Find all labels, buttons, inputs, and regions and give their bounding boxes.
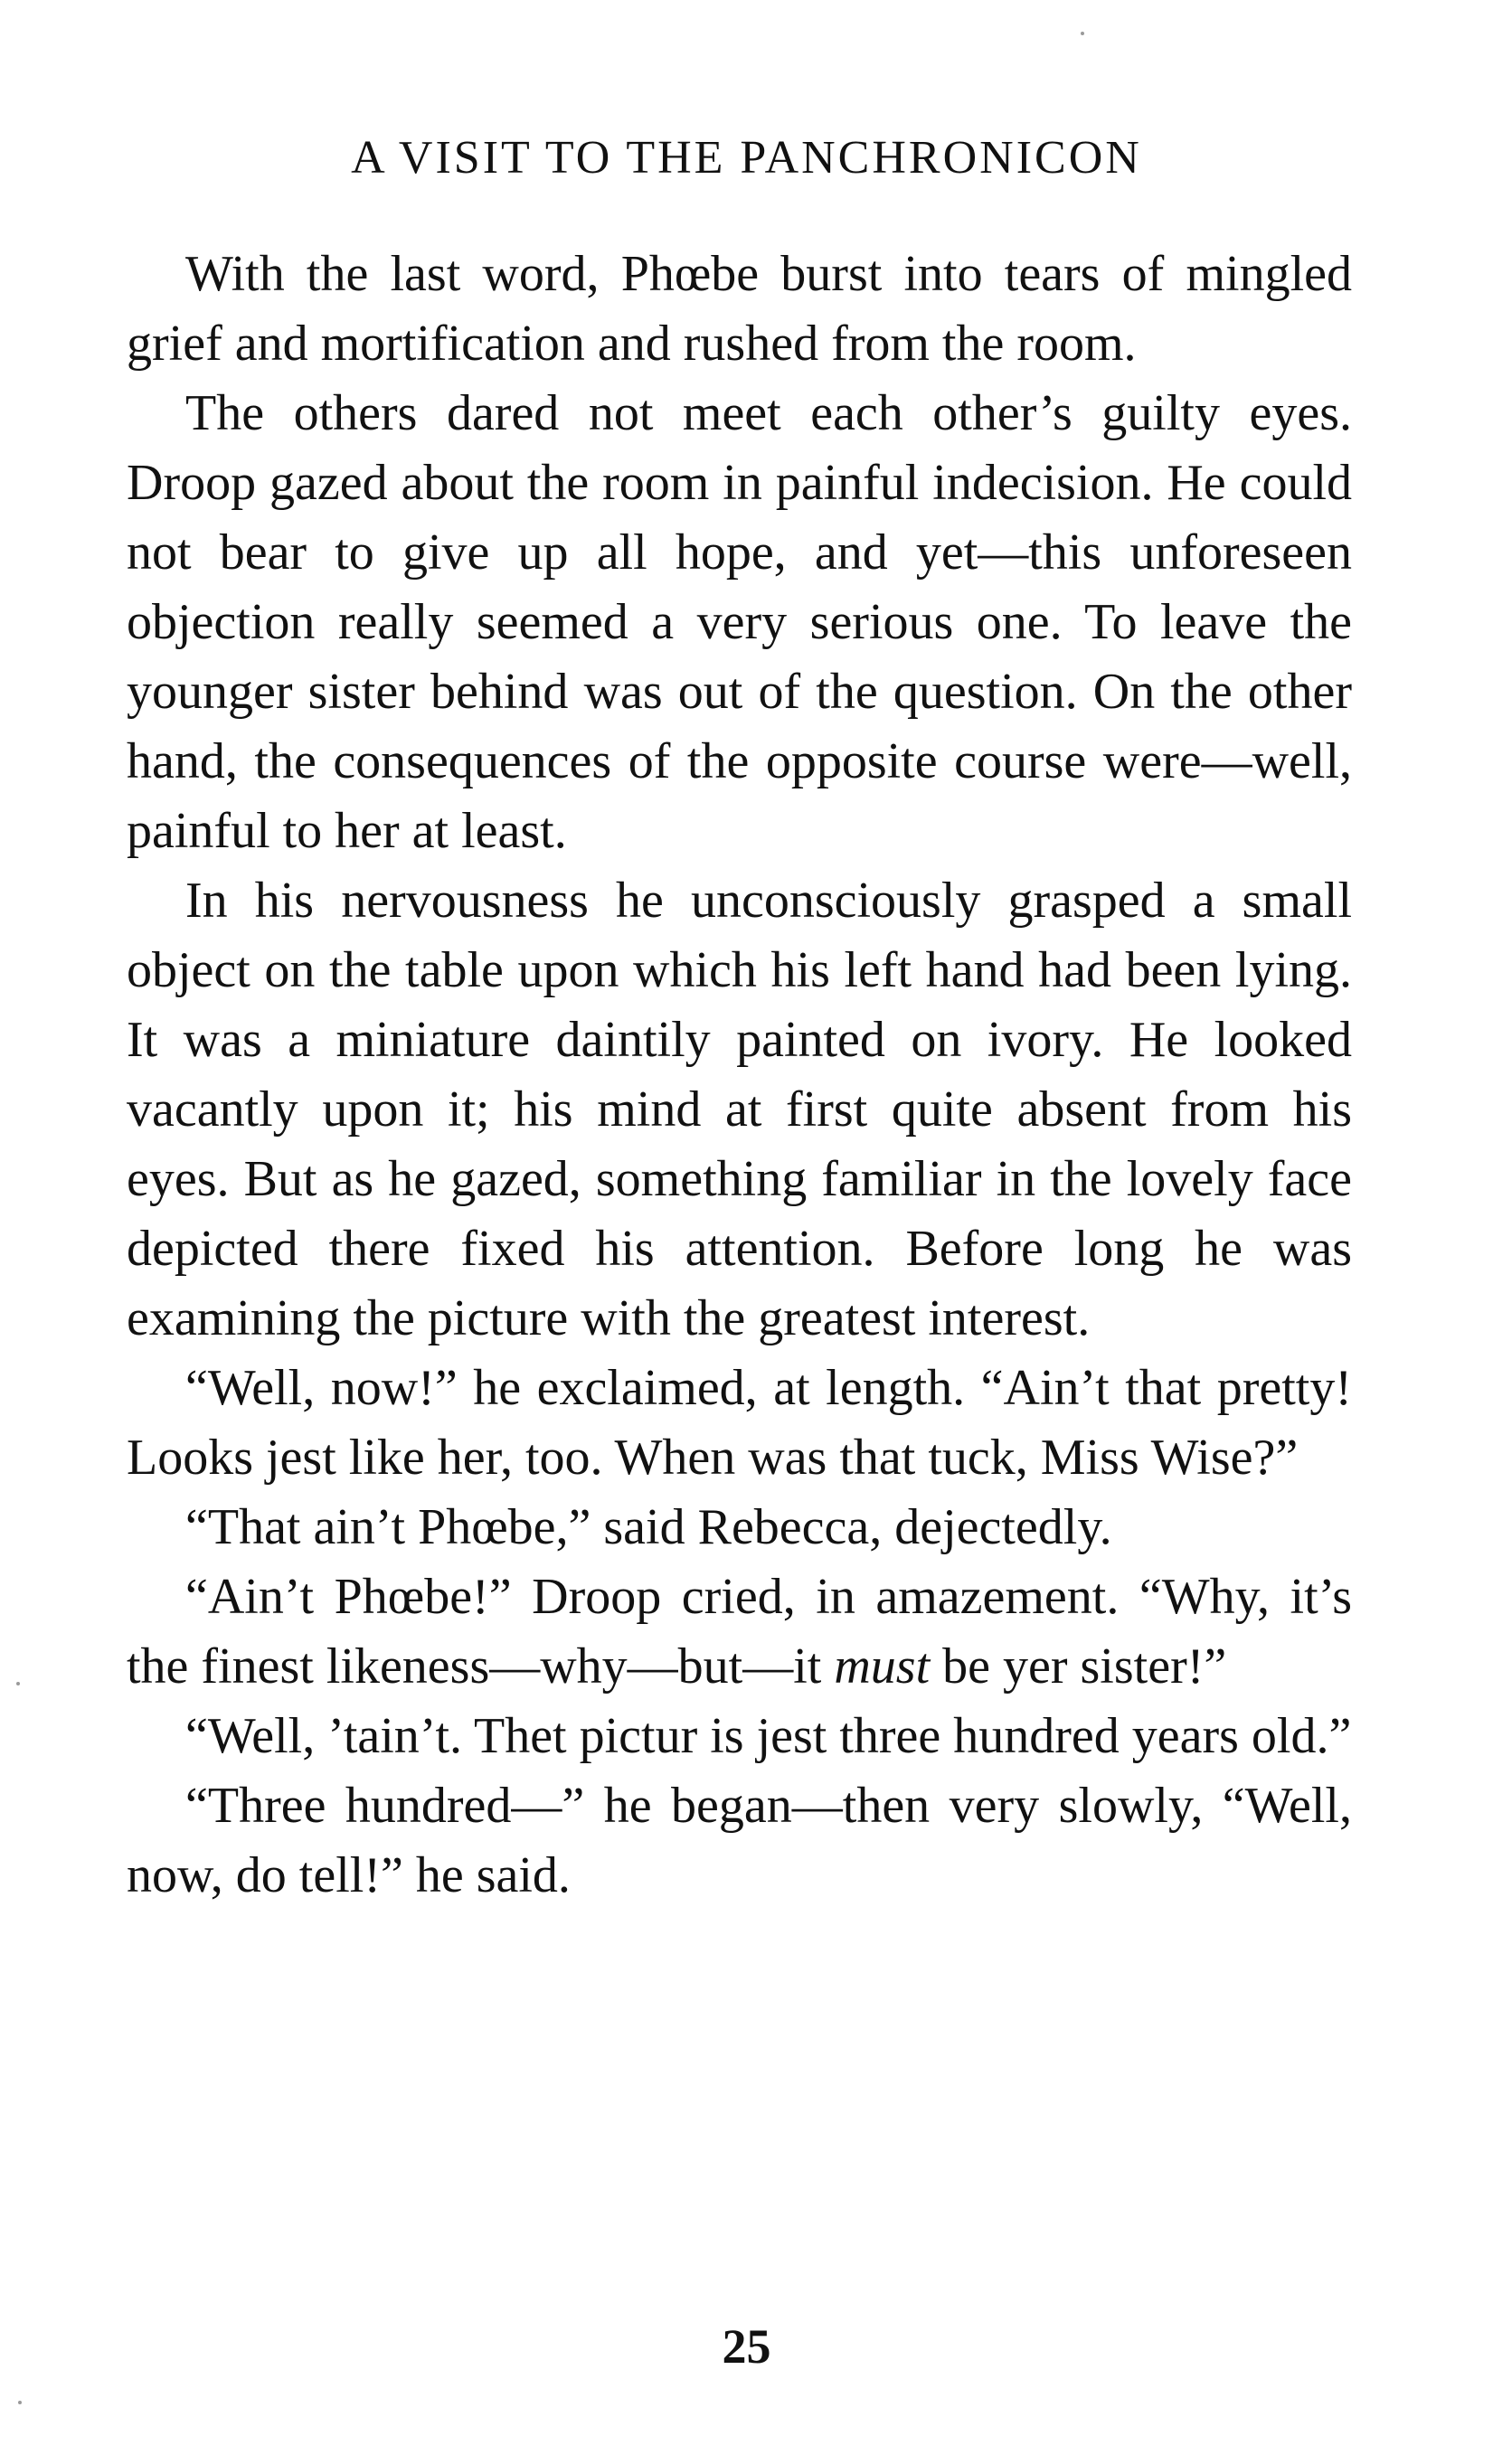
paragraph-text: be yer sister!” [930, 1638, 1227, 1695]
paragraph: The others dared not meet each other’s guilty eyes. Droop gazed about the room in painful indecision. He could not bear to give up all hope, and yet—this unforeseen objection really seemed a very serious one. To leave the younger sister behind was out of the question. On the other hand, the consequences of the opposite course were—well, painful to her at least. [127, 385, 1352, 859]
paragraph: With the last word, Phœbe burst into tears of mingled grief and mortification and rushed from the room. [127, 246, 1352, 372]
body-text [127, 240, 1352, 1911]
paper-speck [1081, 32, 1084, 35]
italic-emphasis: must [834, 1638, 931, 1695]
paragraph: In his nervousness he unconsciously grasped a small object on the table upon which his left hand had been lying. It was a miniature daintily painted on ivory. He looked vacantly upon it; his mind at first quite absent from his eyes. But as he gazed, something familiar in the lovely face depicted there fixed his attention. Before long he was examining the picture with the greatest interest. [127, 873, 1352, 1346]
paragraph: “Well, now!” he exclaimed, at length. “Ain’t that pretty! Looks jest like her, too. When was that tuck, Miss Wise?” [127, 1360, 1352, 1486]
paper-speck [18, 2401, 22, 2404]
paragraph: “Well, ’tain’t. Thet pictur is jest three hundred years old.” [185, 1708, 1352, 1764]
paragraph [127, 1562, 1352, 1702]
paragraph-text: “Ain’t Phœbe!” Droop cried, in amazement. “Why, it’s the finest likeness—why—but—it [127, 1569, 1352, 1695]
paragraph: “That ain’t Phœbe,” said Rebecca, dejectedly. [185, 1499, 1112, 1555]
page-number: 25 [722, 2319, 771, 2374]
paragraph: “Three hundred—” he began—then very slowly, “Well, now, do tell!” he said. [127, 1778, 1352, 1903]
running-head: A VISIT TO THE PANCHRONICON [351, 132, 1142, 184]
paper-speck [16, 1682, 20, 1685]
